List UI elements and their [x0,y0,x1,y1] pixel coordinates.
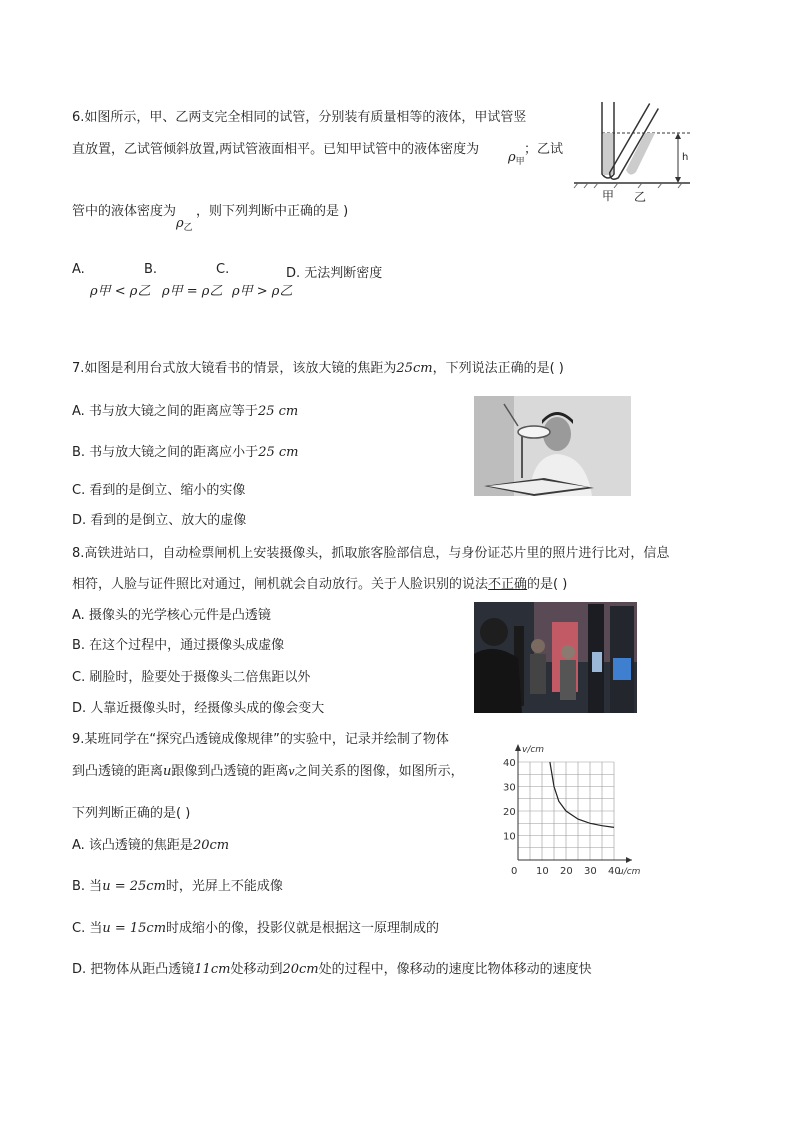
x-tick-label: 10 [536,866,549,877]
q7-option-d: D. 看到的是倒立、放大的虚像 [72,513,247,528]
y-tick-label: 20 [503,807,516,818]
q6-line3a: 管中的液体密度为 [72,204,177,219]
q8-underlined-emphasis: 不正确 [488,577,528,592]
q9-line2: 到凸透镜的距离u跟像到凸透镜的距离v之间关系的图像，如图所示， [72,764,464,779]
test-tubes-figure [572,98,692,206]
q6-line2b: ；乙试 [524,142,564,157]
q7-stem: 7.如图是利用台式放大镜看书的情景，该放大镜的焦距为25cm，下列说法正确的是( ) [72,361,564,376]
q9-option-a: A. 该凸透镜的焦距是20cm [72,838,230,853]
y-tick-label: 10 [503,831,516,843]
y-axis-label: v/cm [522,745,545,755]
q6-option-a-expr: ρ甲 < ρ乙 [90,284,151,299]
q6-option-b-expr: ρ甲 = ρ乙 [162,284,223,299]
q8-option-b: B. 在这个过程中，通过摄像头成虚像 [72,638,285,653]
x-axis-label: u/cm [618,867,641,877]
y-tick-label: 40 [503,758,516,769]
q8-line1: 8.高铁进站口，自动检票闸机上安装摄像头，抓取旅客脸部信息，与身份证芯片里的照片进行比对，信息 [72,546,670,561]
magnifier-photo [474,396,631,496]
x-tick-label: 40 [608,866,621,877]
q7-option-c: C. 看到的是倒立、缩小的实像 [72,483,246,498]
q6-option-a-label: A. [72,262,85,277]
x-tick-label: 0 [511,866,518,877]
x-tick-label: 30 [584,866,597,877]
q7-option-a: A. 书与放大镜之间的距离应等于25 cm [72,404,299,419]
q6-option-d: D. 无法判断密度 [286,266,383,281]
fig-label-jia: 甲 [602,189,615,203]
face-recognition-photo [474,602,637,713]
y-axis-arrow [515,744,521,751]
q9-option-c: C. 当u = 15cm时成缩小的像，投影仪就是根据这一原理制成的 [72,921,440,936]
x-axis-arrow [626,857,632,863]
q9-line1: 9.某班同学在“探究凸透镜成像规律”的实验中，记录并绘制了物体 [72,732,449,747]
uv-chart [498,742,658,880]
q8-option-c: C. 刷脸时，脸要处于摄像头二倍焦距以外 [72,670,311,685]
q9-line3: 下列判断正确的是( ) [72,806,191,821]
q6-line3b: ，则下列判断中正确的是 ) [196,204,349,219]
q8-option-a: A. 摄像头的光学核心元件是凸透镜 [72,608,271,623]
series-curve [550,762,614,827]
y-tick-label: 30 [503,782,516,794]
fig-label-h: h [682,152,689,163]
q6-line2a: 直放置，乙试管倾斜放置,两试管液面相平。已知甲试管中的液体密度为 [72,142,480,157]
fig-label-yi: 乙 [634,190,647,204]
q6-option-b-label: B. [144,262,158,277]
q9-option-d: D. 把物体从距凸透镜11cm处移动到20cm处的过程中，像移动的速度比物体移动的速度快 [72,962,592,977]
q7-option-b: B. 书与放大镜之间的距离应小于25 cm [72,445,299,460]
q8-line2: 相符，人脸与证件照比对通过，闸机就会自动放行。关于人脸识别的说法不正确的是( ) [72,577,568,592]
x-tick-label: 20 [560,866,573,877]
q9-option-b: B. 当u = 25cm时，光屏上不能成像 [72,879,283,894]
q6-rho-jia: $\rho_甲$ [508,150,525,167]
q6-option-c-expr: ρ甲 > ρ乙 [232,284,293,299]
q6-rho-yi: $\rho_乙$ [176,216,193,233]
q8-option-d: D. 人靠近摄像头时，经摄像头成的像会变大 [72,701,325,716]
q6-line1: 6.如图所示，甲、乙两支完全相同的试管，分别装有质量相等的液体，甲试管竖 [72,110,527,125]
q6-option-c-label: C. [216,262,230,277]
